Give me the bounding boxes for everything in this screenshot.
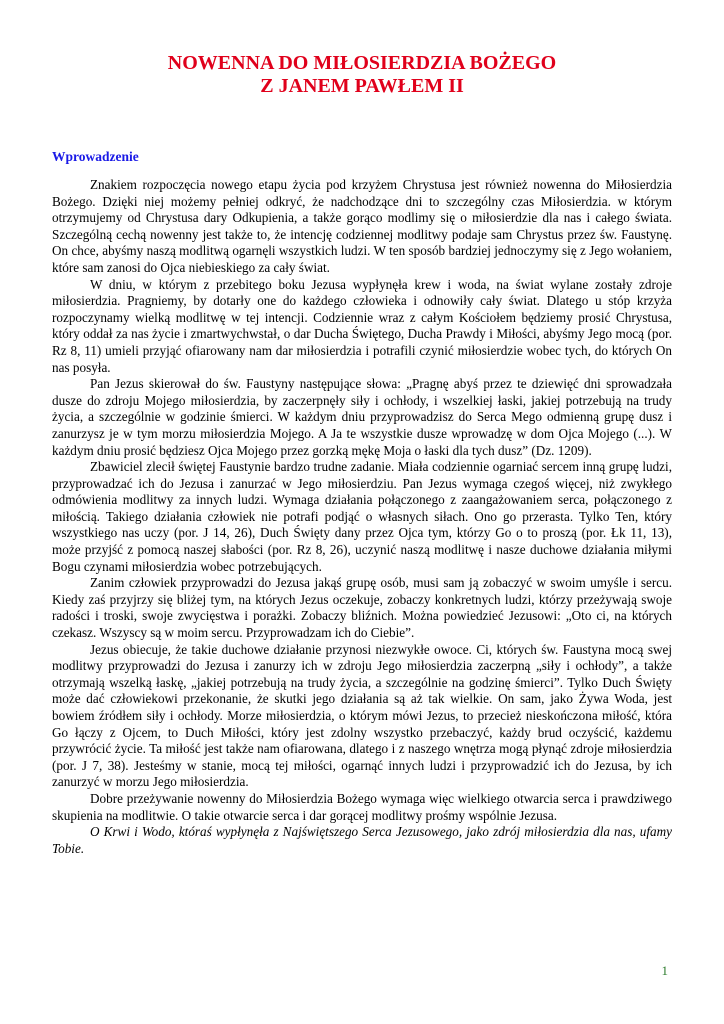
closing-prayer: O Krwi i Wodo, któraś wypłynęła z Najświętszego Serca Jezusowego, jako zdrój miłosierdzia dla nas, ufamy Tobie. — [52, 824, 672, 856]
paragraph: Dobre przeżywanie nowenny do Miłosierdzia Bożego wymaga więc wielkiego otwarcia serca i prawdziwego skupienia na modlitwie. O takie otwarcie serca i dar gorącej modlitwy prośmy wspólnie Jezusa. — [52, 790, 672, 823]
paragraph: Jezus obiecuje, że takie duchowe działanie przynosi niezwykłe owoce. Ci, których św. Faustyna mocą swej modlitwy przyprowadzi do Jezusa i zanurzy ich w zdroju Jego miłosierdzia zaczerpną „siły i ochłody”, a także otrzymają wszelką łaskę, „jakiej potrzebują na trudy życia, a szczególnie na godzinę śmierci”. Tylko Duch Święty może dać człowiekowi przekonanie, że skutki jego działania są aż tak wielkie. On sam, jako Żywa Woda, jest bowiem źródłem siły i ochłody. Morze miłosierdzia, o którym mówi Jezus, to przecież nieskończona miłość, która Go łączy z Ojcem, to Duch Miłości, który jest zdolny wszystko przebaczyć, każdy brud oczyścić, każdemu przywrócić życie. Ta miłość jest także nam ofiarowana, dlatego i z naszego wnętrza mogą płynąć zdroje miłosierdzia (por. J 7, 38). Jesteśmy w stanie, mocą tej miłości, ogarnąć innych ludzi i przyprowadzić ich do Jezusa, by ich zanurzyć w morzu Jego miłosierdzia. — [52, 641, 672, 790]
paragraph: Znakiem rozpoczęcia nowego etapu życia pod krzyżem Chrystusa jest również nowenna do Miłosierdzia Bożego. Dzięki niej możemy pełniej odkryć, że nadchodzące dni to szczególny czas Miłosierdzia. w którym otrzymujemy od Chrystusa dary Odkupienia, a także gorąco modlimy się o miłosierdzie dla nas i całego świata. Szczególną cechą nowenny jest także to, że intencję codziennej modlitwy podaje sam Chrystus przez św. Faustynę. On chce, abyśmy naszą modlitwą ogarnęli wszystkich ludzi. W ten sposób bardziej jednoczymy się z Jego wołaniem, które sam zanosi do Ojca niebieskiego za cały świat. — [52, 177, 672, 275]
paragraph: Zbawiciel zlecił świętej Faustynie bardzo trudne zadanie. Miała codziennie ogarniać sercem inną grupę ludzi, przyprowadzać ich do Jezusa i zanurzać w Jego miłosierdziu. Pan Jezus wymaga czegoś więcej, niż zwykłego odmówienia modlitwy za innych ludzi. Wymaga działania połączonego z zaangażowaniem serca, połączonego z miłością. Takiego działania człowiek nie potrafi podjąć o własnych siłach. Ono go przerasta. Tylko Ten, który wszystkiego nas uczy (por. J 14, 26), Duch Święty dany przez Ojca tym, którzy Go o to proszą (por. Łk 11, 13), może przyjść z pomocą naszej słabości (por. Rz 8, 26), uczynić naszą modlitwę i nasze duchowe działania miłymi Bogu czynami miłosierdzia wobec potrzebujących. — [52, 459, 672, 574]
title-line-1: NOWENNA DO MIŁOSIERDZIA BOŻEGO — [167, 52, 557, 74]
paragraph: Pan Jezus skierował do św. Faustyny następujące słowa: „Pragnę abyś przez te dziewięć dni sprowadzała dusze do zdroju Mojego miłosierdzia, by zaczerpnęły siły i ochłody, i wszelkiej łaski, jakiej potrzebują na trudy życia, a szczególnie w godzinie śmierci. W każdym dniu przyprowadzisz do Serca Mego odmienną grupę dusz i zanurzysz je w tym morzu miłosierdzia Mojego. A Ja te wszystkie dusze wprowadzę w dom Ojca Mojego (...). W każdym dniu prosić będziesz Ojca Mojego przez gorzką mękę Moja o łaski dla tych dusz” (Dz. 1209). — [52, 376, 672, 458]
paragraph: W dniu, w którym z przebitego boku Jezusa wypłynęła krew i woda, na świat wylane zostały zdroje miłosierdzia. Pragniemy, by dotarły one do każdego człowieka i odnowiły cały świat. Dlatego u stóp krzyża rozpoczynamy wielką modlitwę w tej intencji. Codziennie wraz z całym Kościołem będziemy prosić Chrystusa, który oddał za nas życie i zmartwychwstał, o dar Ducha Świętego, Ducha Prawdy i Miłości, abyśmy Jego mocą (por. Rz 8, 11) umieli przyjąć ofiarowany nam dar miłosierdzia i potrafili czynić miłosierdzie wobec tych, do których On nas posyła. — [52, 276, 672, 375]
page-number: 1 — [661, 963, 668, 978]
title-line-2: Z JANEM PAWŁEM II — [260, 75, 464, 97]
document-title — [52, 52, 672, 98]
document-page — [52, 52, 672, 857]
section-heading: Wprowadzenie — [52, 149, 139, 164]
body-text — [52, 177, 672, 857]
paragraph: Zanim człowiek przyprowadzi do Jezusa jakąś grupę osób, musi sam ją zobaczyć w swoim umyśle i sercu. Kiedy zaś przyjrzy się bliżej tym, na których Jezus oczekuje, zobaczy konkretnych ludzi, którzy przeżywają swoje radości i troski, swoje zwycięstwa i porażki. Zobaczy bliźnich. Można powiedzieć Jezusowi: „Oto ci, na których czekasz. Wszyscy są w moim sercu. Przyprowadzam ich do Ciebie”. — [52, 575, 672, 641]
